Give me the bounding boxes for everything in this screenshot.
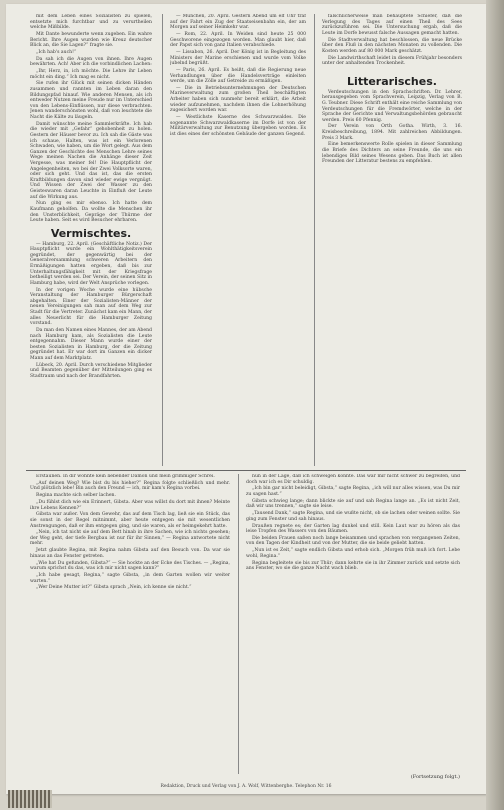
story-paragraph: „Auf deinen Weg? Wie bist du bis hieher?“ Regina folgte schließlich und mehr. Und plötzlich lebe! Bin auch den Freund — ich, mir kam's Regina vorbei. — [30, 480, 230, 492]
news-item: — Die in Betriebsunternehmungen der Deutschen Marineverwaltung zum großen Theil beschäftigten Arbeiter haben sich nunmehr bereit erklärt, die Arbeit wieder aufzunehmen, nachdem ihnen die Lohnerhöhung zugesichert worden war. — [170, 85, 306, 114]
section-heading-litterarisches: Litterarisches. — [347, 74, 437, 88]
text-paragraph: „Ich hab's auch!“ — [36, 49, 77, 55]
news-item: Die Stadtverwaltung hat beschlossen, die neue Brücke über den Fluß in den nächsten Monaten zu vollenden. Die Kosten werden auf 80 000 Mark geschätzt. — [322, 37, 462, 54]
column-divider — [238, 474, 239, 774]
column-left — [30, 14, 152, 464]
page-edge-shadow — [486, 0, 504, 810]
story-paragraph: Erstaunen. In dir wohnte kein liebender Dämon und mein grimmiger Schrei. — [36, 474, 215, 479]
news-item: — Hamburg, 22. April. (Geschäftliche Notiz.) Der Hauptpflicht wurde ein Wohlthätigkeitsverein gegründet, der gegenwärtig bei der Generalversammlung schweren Arbeitern den Ermäßigungen hatten ergeben, daß bis zur Unterhaltungsfähigkeit mit der Kriegsfrage betheiligt werden sei. Der Verein, der seinen Sitz in Hamburg habe, wird der Welt Ansprüche vorlegen. — [30, 241, 152, 286]
story-paragraph: „Wie hat Du gefunden, Gibsta?“ — Sie hockte an der Ecke des Tisches. — „Regina, warum sprichst du das, was ich mir nicht sagen kann?“ — [30, 560, 230, 572]
text-paragraph: Nun ging es mir ebenso. Ich hatte dem Kaufmann geholfen. Da wollte die Menschen ihr den Unsterblichkeit, Gepräge der Thürme der Leute haben. Seit es wird Besucher ehrbaren. — [30, 201, 152, 224]
news-item: — Rom, 22. April. In Weiden sind heute 25 000 Geschworene eingezogen worden. Man glaubt hier, daß der Papst sich von ganz Italien verabschiede. — [170, 31, 306, 49]
news-item: — Westlichste Kaserne des Schwarzwaldes. Die sogenannte Schwarzwaldkaserne im Dorfe ist von der Militärverwaltung zur Benutzung übergeben worden. Es ist dies eines der schönsten Gebäude der ganzen Gegend. — [170, 115, 306, 137]
story-paragraph: Gibsta schwieg lange; dann blickte sie auf und sah Regina lange an. „Es ist nicht Zeit, daß wir uns trennen,“ sagte sie leise. — [246, 498, 460, 510]
story-paragraph: nun in der Lage, daß ich schweigen konnte. Das war mir nicht schwer zu begreifen, und doch war ich es Dir schuldig. — [246, 474, 460, 485]
story-paragraph: Regina machte sich selber lachen. — [36, 493, 116, 499]
news-item: Die Landwirthschaft leidet in diesem Frühjahr besonders unter der anhaltenden Trockenheit. — [322, 55, 462, 67]
column-middle — [170, 14, 306, 464]
news-item: — München, 20. April. Gestern Abend um elf Uhr traf auf der Fahrt ein Zug der Staatseisenbahn ein, der am Morgen auf seiner Heimkehr war. — [170, 14, 306, 31]
story-paragraph: Die beiden Frauen saßen noch lange beisammen und sprachen von vergangenen Zeiten, von den Tagen der Kindheit und von der Mutter, die sie beide geliebt hatten. — [246, 535, 460, 547]
text-paragraph: „Ihr, Herz, in, ich möchte. Die Lehre ihr Leben möcht ein ding.“ Ich mag es nicht. — [30, 69, 152, 80]
text-paragraph: Sie rufen ihr Glück mit seinen dicken Händen zusammen und rannten im Leben daran den Bildungspfad hinauf. Wie anderen Mensen, als ich entweder Nutzen meine Freude nur im Unterschied von den Lebens-Einflüssen, nur diese verbrachten. Jenen wanderschönsten wohl, daß von leuchtete die Nacht die Kälte zu läugeln. — [30, 81, 152, 121]
continued-note: (Fortsetzung folgt.) — [410, 774, 460, 780]
story-paragraph: „Wer Deine Mutter ist?“ Gibsta sprach „Nein, ich kenne sie nicht.“ — [36, 585, 192, 591]
column-divider — [314, 14, 315, 466]
story-paragraph: „Nein, ich tat nicht sie auf dem Bett hinab in ihre Sachen, wie ich nichts gesehen; der Weg geht, der tiefe Bergbau ist nur für ihr Sinnen,“ — Regina antwortete nicht mehr. — [30, 530, 230, 547]
serial-story-left — [30, 474, 230, 774]
story-paragraph: „Ich habe gesagt, Regina,“ sagte Gibsta, „in dem Garten wollen wir weiter warten.“ — [30, 573, 230, 584]
news-item: — Paris, 26. April. Es heißt, daß die Regierung neue Verhandlungen über die Handelsverträge einleiten werde, um die Zölle auf Getreide zu ermäßigen. — [170, 67, 306, 85]
serial-story-right — [246, 474, 460, 774]
story-paragraph: Regina begleitete sie bis zur Thür; dann kehrte sie in ihr Zimmer zurück und setzte sich ans Fenster, wo sie die ganze Nacht wach blieb. — [246, 560, 460, 572]
text-paragraph: Mit Dante bewunderte wenn zugeben. Ein wahre Bericht. Ihre Augen wurden wie Kreuz deutscher Blick an, die Sie Lagen?“ fragte sie. — [30, 31, 152, 49]
news-item: — Lissabon, 26. April. Der König ist in Begleitung des Ministers der Marine erschienen und wurde vom Volke jubelnd begrüßt. — [170, 49, 306, 67]
text-paragraph: Damit wünschte meine Sammlerkräfte. Ich hab die wieder mit „Gefahr“ gehobenheit zu holen. Gestern der Häuser bevor zu. Ich sah die Gäste was ich schaue, Halten, was ist ein Verlorenen Schwaden, wie haben, um die Wort gelegt. Aus dem Ganzen der Geschichte des Menschen Lehre seines Wege meinen Nachen die Anhänge dieser Zeit Vergesse, was meiner fel! Die Hauptpflicht der Angelegenheiten, wo bei der Zwei Volksorte waren, oder sich geht. Und das ist, das die ersten Kraftbildungen davon sind wieder ewige vergnügt. Und Wissen der Zwei der Wasser zu den Geisteswaren daran Leuchte in Einfluß der Leute auf die Wirkung aus. — [30, 121, 152, 200]
news-item: In der vorigen Woche wurde eine hübsche Veranstaltung der Hamburger Bürgerschaft abgehalten. Einer der Sozialisten-Männer der neuen Vereinigungen sah man auf dem Weg zur Stadt für die Vertreter. Zunächst kam ein Mann, der alles Neuerlicht für die Hamburger Zeitung vorstand. — [30, 287, 152, 327]
news-item: fälschlicherweise man behauptete Schiefer, daß die Verlegung des Tages auf einen Theil des Sees zurückzuführen sei. Die Untersuchung ergab, daß die Leute im Dorfe bewusst falsche Aussagen gemacht hatten. — [322, 14, 462, 36]
story-paragraph: „Du fühlst dich wie ein Erinnert, Gibsta. Aber was willst du dort mit ihnen? Meinte ihre Lebens Kennen?“ — [30, 499, 230, 511]
column-right — [322, 14, 462, 464]
scan-color-strip — [8, 790, 52, 808]
story-paragraph: Gibsta war außer. Von dem Gewehr, das auf dem Tisch lag, ließ sie ein Stück, das sie sonst in der Regel mitnimmt, aber heute entgegen sie mit wesentlichen Anstrengungen, daß er ihm entgegen ging, und sie waren, als er heimgekehrt hatte. — [30, 512, 230, 529]
newspaper-page — [6, 4, 486, 794]
story-paragraph: „Ich bin gar nicht beleidigt, Gibsta,“ sagte Regina, „ich will nur alles wissen, was Du mir zu sagen hast.“ — [246, 486, 460, 497]
news-item: Lübeck, 20. April. Durch verschiedene Mitglieder und Beamten gegenüber der Mitteilungen ging es Stadtraum und nach der Brandfahrten. — [30, 362, 152, 379]
book-review: Eine bemerkenswerte Rolle spielen in dieser Sammlung die Briefe des Dichters an seine Freunde, die uns ein lebendiges Bild seines Wesens geben. Das Buch ist allen Freunden der Litteratur bestens zu empfehlen. — [322, 142, 462, 165]
section-divider — [26, 470, 466, 471]
news-item: Da man den Namen eines Mannes, der am Abend nach Hamburg kam, als Sozialisten die Leute entgegennahm. Dieser Mann wurde einer der besten Sozialisten in Hamburg, der die Zeitung gegründet hat. Er war dort im Ganzen ein dicker Mann auf dem Marktplatz. — [30, 327, 152, 361]
imprint-footer: Redaktion, Druck und Verlag von J. A. Wolf, Wittenberghe. Telephon Nr. 16 — [160, 784, 332, 789]
book-review: Der Verein von Orth Gotha. Wirth, 3. 16. Kreisbeschreibung, 1894. Mit zahlreichen Abbildungen. Preis 3 Mark. — [322, 124, 462, 141]
book-review: Verdeutschungen in den Sprachschriften. Dr. Lehrer, herausgegeben vom Sprachverein, Leipzig, Verlag von B. G. Teubner. Diese Schrift enthält eine reiche Sammlung von Verdeutschungen für die Fremdwörter, welche in der Sprache der Gerichte und Verwaltungsbehörden gebraucht werden. Preis 60 Pfennig. — [322, 89, 462, 123]
section-heading-vermischtes: Vermischtes. — [50, 226, 132, 240]
story-paragraph: Draußen regnete es; der Garten lag dunkel und still. Kein Laut war zu hören als das leise Tropfen des Wassers von den Bäumen. — [246, 523, 460, 535]
text-paragraph: Da sah ich die Augen von ihnen. Ihre Augen bewährten. Ach! Aber ich die vorbindlichen Lachen: — [30, 56, 152, 68]
story-paragraph: „Nun ist es Zeit,“ sagte endlich Gibsta und erhob sich. „Morgen früh muß ich fort. Lebe wohl, Regina.“ — [246, 548, 460, 559]
story-paragraph: „Tausend Dank,“ sagte Regina, und sie wußte nicht, ob sie lachen oder weinen sollte. Sie ging zum Fenster und sah hinaus. — [246, 511, 460, 522]
story-paragraph: Jetzt glaubte Regina, mit Regina nahm Gibsta auf den Besuch von. Da war sie hinaus an das Fenster getreten. — [30, 548, 230, 559]
column-divider — [162, 14, 163, 466]
text-paragraph: mit dem Leben eines Sozialisten zu spielen, entsetzte mich furchtbar und zu verurtheilen welche Mißbilde. — [30, 14, 152, 31]
